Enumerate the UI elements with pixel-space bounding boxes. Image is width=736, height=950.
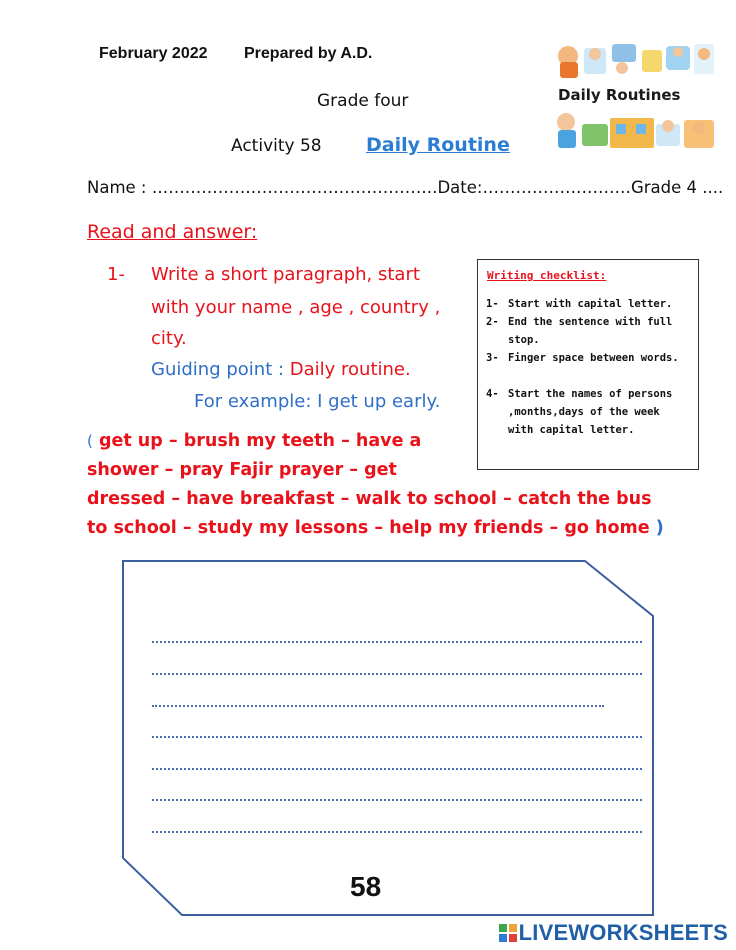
word-bank-close-paren: ) bbox=[655, 518, 664, 538]
guiding-point-value: Daily routine. bbox=[289, 359, 411, 380]
writing-line[interactable] bbox=[152, 768, 642, 770]
checklist-item: 2- End the sentence with full stop. bbox=[486, 316, 673, 346]
word-bank-text-4: to school – study my lessons – help my friends – go home bbox=[87, 518, 656, 538]
question-line-2: with your name , age , country , bbox=[151, 297, 441, 318]
checklist-item: 1- Start with capital letter. bbox=[486, 298, 673, 310]
activity-number: Activity 58 bbox=[231, 136, 322, 156]
page-number: 58 bbox=[350, 871, 382, 902]
word-bank-line-3: dressed – have breakfast – walk to school – catch the bus bbox=[87, 489, 652, 509]
word-bank-line-2: shower – pray Fajir prayer – get bbox=[87, 460, 397, 480]
checklist-title: Writing checklist: bbox=[487, 269, 607, 282]
checklist-item: 3- Finger space between words. bbox=[486, 352, 679, 364]
writing-area bbox=[120, 558, 656, 918]
daily-routines-logo bbox=[552, 40, 718, 152]
section-heading: Read and answer: bbox=[87, 221, 258, 243]
writing-area-frame bbox=[120, 558, 656, 918]
question-number: 1- bbox=[107, 264, 125, 285]
prepared-by-label: Prepared by A.D. bbox=[244, 45, 373, 62]
writing-line[interactable] bbox=[152, 673, 642, 675]
writing-line[interactable] bbox=[152, 831, 642, 833]
activity-title: Daily Routine bbox=[366, 134, 510, 156]
writing-line[interactable] bbox=[152, 641, 642, 643]
word-bank-text-1: get up – brush my teeth – have a bbox=[92, 431, 422, 451]
watermark-text: LIVEWORKSHEETS bbox=[518, 920, 728, 945]
question-line-1: Write a short paragraph, start bbox=[151, 264, 420, 285]
checklist-item: 4- Start the names of persons ,months,days of the week with capital letter. bbox=[486, 388, 673, 436]
date-label: February 2022 bbox=[99, 45, 208, 62]
writing-checklist-box bbox=[477, 259, 699, 470]
liveworksheets-logo-icon bbox=[499, 924, 517, 942]
writing-line[interactable] bbox=[152, 705, 604, 707]
name-date-grade-line: Name : …………………………………………….Date:………………………Grade 4 .... bbox=[87, 178, 724, 197]
guiding-point-label: Guiding point : bbox=[151, 359, 290, 380]
example-sentence: For example: I get up early. bbox=[194, 391, 441, 412]
word-bank-line-4 bbox=[87, 518, 664, 538]
writing-line[interactable] bbox=[152, 736, 642, 738]
question-line-3: city. bbox=[151, 328, 187, 349]
guiding-point bbox=[151, 359, 411, 380]
word-bank-open-paren: ( bbox=[87, 432, 93, 450]
logo-text: Daily Routines bbox=[558, 86, 698, 104]
word-bank-line-1 bbox=[87, 431, 421, 451]
grade-line: Grade four bbox=[317, 91, 409, 111]
writing-line[interactable] bbox=[152, 799, 642, 801]
liveworksheets-watermark bbox=[499, 920, 728, 946]
